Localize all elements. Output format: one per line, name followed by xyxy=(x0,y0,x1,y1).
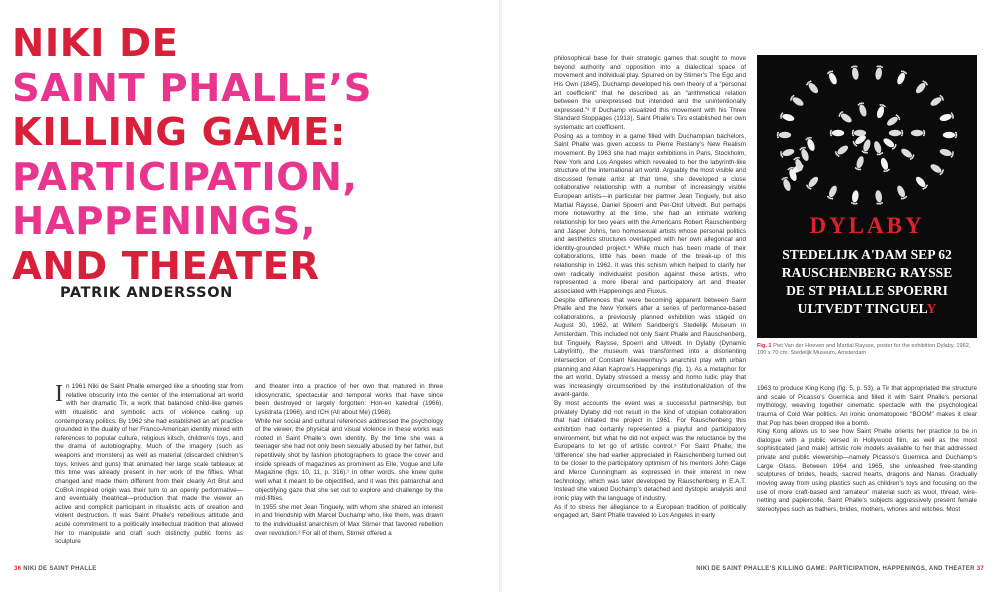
poster-line: DE ST PHALLE SPOERRI xyxy=(786,283,948,298)
footprint-mark xyxy=(826,70,838,86)
poster-line-part: ULTVEDT TINGUEL xyxy=(797,301,927,316)
paragraph: 1963 to produce King Kong (fig. 5, p. 53), a Tir that appropriated the structure and scale of Picasso’s Guernica and filled it with Saint Phalle’s personal mythology, weaving together cinematic spectacle with the psychological trauma of Cold War politics. An ironic onomatopoeic “BOOM” makes it clear that Pop has been dropped like a bomb. xyxy=(757,385,977,427)
footprint-mark xyxy=(826,184,838,200)
paragraph: Posing as a tomboy in a game filled with Duchampian bachelors, Saint Phalle was given access to Pierre Restany’s New Realism movement. By 1963 she had major exhibitions in Paris, Stockholm, New York and Los Angeles which revealed to her the labyrinth-like structure of the international art world. Arguably the most visible and discussed female artist at that time, she developed a close collaborative relationship with a number of increasingly visible European artists—in particular her partner Jean Tinguely, but also Martial Raysse, Daniel Spoerri and Per-Olof Ultvedt. But perhaps more noteworthy at the time, she had an intimate working relationship for two years with the Americans Robert Rauschenberg and Jasper Johns, two homosexual artists whose personal politics and aesthetics structures overlapped with her own allegorical and identity-grounded project.⁴ While much has been made of their collaborations, little has been made of the break-up of this relationship in 1962. It was this schism which helped to clarify her own radically individualist position against these artists, who represented a more liberal and participatory art and theater associated with Happenings and Fluxus. xyxy=(554,132,746,295)
title-line: NIKI DE xyxy=(12,21,179,66)
footprint-mark xyxy=(857,102,868,118)
running-head: NIKI DE SAINT PHALLE’S KILLING GAME: PARTICIPATION, HAPPENINGS, AND THEATER xyxy=(696,566,975,572)
poster-line: RAUSCHENBERG RAYSSE xyxy=(781,265,953,280)
footprint-mark xyxy=(854,155,865,171)
footprint-mark xyxy=(781,176,792,192)
paragraph: As if to stress her allegiance to a European tradition of politically engaged art, Saint Phalle traveled to Los Angeles in early xyxy=(554,503,746,520)
footprint-mark xyxy=(929,94,945,107)
paragraph: By most accounts the event was a successful partnership, but privately Dylaby did not result in the kind of utopian collaboration that had initiated the project in 1961. For Rauschenberg this exhibition had certainly represented a playful and participatory environment, but what he did not expect was the reluctance by the Europeans to let go of artistic control.⁵ For Saint Phalle, the ‘difference’ she had earlier appreciated in Rauschenberg turned out to be closer to the participatory optimism of his mentors John Cage and Merce Cunningham as expressed in their interest in new technology, which was later developed by Rauschenberg in E.A.T. Instead she valued Duchamp’s detached and dystopic analysis and ironic play with the language of industry. xyxy=(554,400,746,502)
footprint-mark xyxy=(939,112,955,122)
footprint-mark xyxy=(885,114,901,128)
poster-line xyxy=(798,301,937,316)
folio-left xyxy=(14,566,97,572)
article-title xyxy=(12,22,492,289)
footprint-mark xyxy=(914,80,928,95)
poster-title: DYLABY xyxy=(809,213,925,238)
paragraph: Despite differences that were becoming apparent between Saint Phalle and the New Yorkers after a series of performance-based collaborations, a previously planned exhibition was staged on August 30, 1962, at Willem Sandberg’s Stedelijk Museum in Amsterdam. This included not only Saint Phalle and Rauschenberg, but Tinguely, Raysse, Spoerri and Ultvedt. In Dylaby (Dynamic Labyrinth), the museum was transformed into a disorienting intersection of Constant Nieuwenhuy’s anarchist play with urban planning and Allan Kaprow’s Happenings (fig. 1). As a metaphor for the art world, Dylaby stressed a messy and homo ludic play that was increasingly circumscribed by the institutionalization of the avant-garde. xyxy=(554,296,746,399)
figure-caption xyxy=(757,343,977,357)
figure-label: Fig. 1 xyxy=(757,343,772,349)
footprint-mark xyxy=(799,146,810,162)
footprint-mark xyxy=(939,148,955,158)
footprint-mark xyxy=(805,136,816,152)
footprint-mark xyxy=(875,190,884,205)
paragraph: King Kong allows us to see how Saint Phalle orients her practice to be in dialogue with a public versed in Hollywood film, as well as the most sophisticated (and male) artistic role models available to her that addressed private and public viewership—namely Picasso’s Guernica and Duchamp’s Large Glass. Between 1964 and 1965, she unleashed free-standing sculptures of brides, heads, sacred hearts, dragons and Nanas. Gradually moving away from using plastics such as children’s toys and focusing on the use of more craft-based and ‘amateur’ material such as wool, thread, wire-netting and papiercolle, Saint Phalle’s subjects aggressively present female stereotypes such as bathers, brides, mothers, whores and witches. Most xyxy=(757,428,977,513)
footprint-mark xyxy=(914,175,928,190)
footprint-mark xyxy=(851,65,860,80)
footprint-mark xyxy=(896,184,908,200)
footprint-mark xyxy=(943,132,957,139)
footprint-mark xyxy=(873,140,884,156)
footprint-mark xyxy=(779,112,795,122)
dylaby-poster-image xyxy=(757,55,977,338)
footprint-mark xyxy=(830,130,844,137)
poster-line: STEDELIJK A'DAM SEP 62 xyxy=(782,247,952,262)
footprint-mark xyxy=(911,130,925,137)
folio-right xyxy=(696,566,984,572)
footprints-swirl xyxy=(777,65,958,205)
footprint-mark xyxy=(805,175,819,190)
title-line: SAINT PHALLE’S xyxy=(12,65,373,111)
footprint-mark xyxy=(875,103,886,119)
footprint-mark xyxy=(879,157,890,173)
page-number: 37 xyxy=(976,566,984,572)
footprint-mark xyxy=(779,148,795,158)
title-line: PARTICIPATION, xyxy=(12,154,358,200)
paragraph: and theater into a practice of her own that matured in three idiosyncratic, spectacular and temporal works that have since been destroyed or largely forgotten: Hon-en katedral (1966), Lysistrata (1966), and ICH (All about Me) (1968). xyxy=(255,383,443,416)
book-gutter xyxy=(499,0,502,592)
footprint-mark xyxy=(875,65,884,80)
footprint-mark xyxy=(929,162,945,175)
footprint-mark xyxy=(851,190,860,205)
footprint-mark xyxy=(900,147,916,161)
poster-line-part: Y xyxy=(926,301,937,316)
body-column-1 xyxy=(55,383,243,558)
footprint-mark xyxy=(834,144,850,158)
paragraph: philosophical base for their strategic games that sought to move beyond authority and opposition into a dialectical space of movement and individual play. Spurred on by Stirner’s The Ego and His Own (1845), Duchamp developed his own theory of a “personal art coefficient” that he described as an “arithmetical relation between the unexpressed but intended and the unintentionally expressed.”³ If Duchamp visualized this movement with his Three Standard Stoppages (1913), Saint Phalle’s Tirs established her own systematic art coefficient. xyxy=(554,55,746,131)
paragraph: While her social and cultural references addressed the psychology of the viewer, the physical and visual violence in these works was rooted in Saint Phalle’s own identity. By the time she was a teenager she had not only been sexually abused by her father, but repetitively shot by fashion photographers to grace the cover and inside spreads of magazines as prominent as Elle, Vogue and Life Magazine (figs. 10, 11, p. 316).¹ In other words, she knew quite well what it meant to be objectified, and it was this patriarchal and objectifying gaze that she set out to explore and challenge by the mid-fifties. xyxy=(255,417,443,503)
body-column-2 xyxy=(255,383,443,558)
footprint-mark xyxy=(896,70,908,86)
footprint-mark xyxy=(789,94,805,107)
caption-text: Piet Van der Hoeven and Martial Raysse, poster for the exhibition Dylaby, 1962, 100 x 70 cm. Stedelijk Museum, Amsterdam xyxy=(757,343,971,357)
footprint-mark xyxy=(777,132,791,139)
poster-graphic xyxy=(757,55,977,338)
body-column-3 xyxy=(554,55,746,559)
page-number: 36 xyxy=(14,566,22,572)
body-column-4 xyxy=(757,385,977,558)
title-line: AND THEATER xyxy=(12,243,320,289)
title-line: KILLING GAME: xyxy=(12,110,346,155)
paragraph: In 1955 she met Jean Tinguely, with whom she shared an interest in and friendship with Marcel Duchamp who, like them, was drawn to the individualist anarchism of Max Stirner that favored rebellion over revolution.² For all of them, Stirner offered a xyxy=(255,503,443,537)
title-line: HAPPENINGS, xyxy=(12,199,317,244)
author-name: PATRIK ANDERSSON xyxy=(60,285,233,301)
paragraph: n 1961 Niki de Saint Phalle emerged like a shooting star from relative obscurity into the center of the international art world with her dramatic Tir, a work that balanced child-like games with ritualistic and symbolic acts of violence calling up contemporary politics. By 1962 she had established an art practice grounded in the duality of her Franco-American identity mixed with references to popular culture, religious kitsch, children’s toys, and the drama of autobiography. Much of the imagery (such as weapons and monsters) as well as material (discarded children’s toys, knives and guns) that animated her large scale tableaux at this time was already present in her work of the fifties. What changed and made them different from their clearly Art Brut and CoBrA inspired origin was their turn to an openly performative—and eventually theatrical—production that made the viewer an active and complicit participant in ritualistic acts of creation and violent destruction. It was Saint Phalle’s rebellious attitude and acute commitment to a politically intellectual tradition that allowed her to manipulate and craft such distinctly public forms as sculpture xyxy=(55,383,243,546)
footprint-mark xyxy=(805,80,819,95)
footprint-mark xyxy=(882,136,898,150)
footprint-mark xyxy=(889,130,903,137)
running-head: NIKI DE SAINT PHALLE xyxy=(23,566,97,572)
footprint-mark xyxy=(852,130,866,137)
drop-cap: I xyxy=(55,383,63,407)
footprint-mark xyxy=(838,110,854,124)
